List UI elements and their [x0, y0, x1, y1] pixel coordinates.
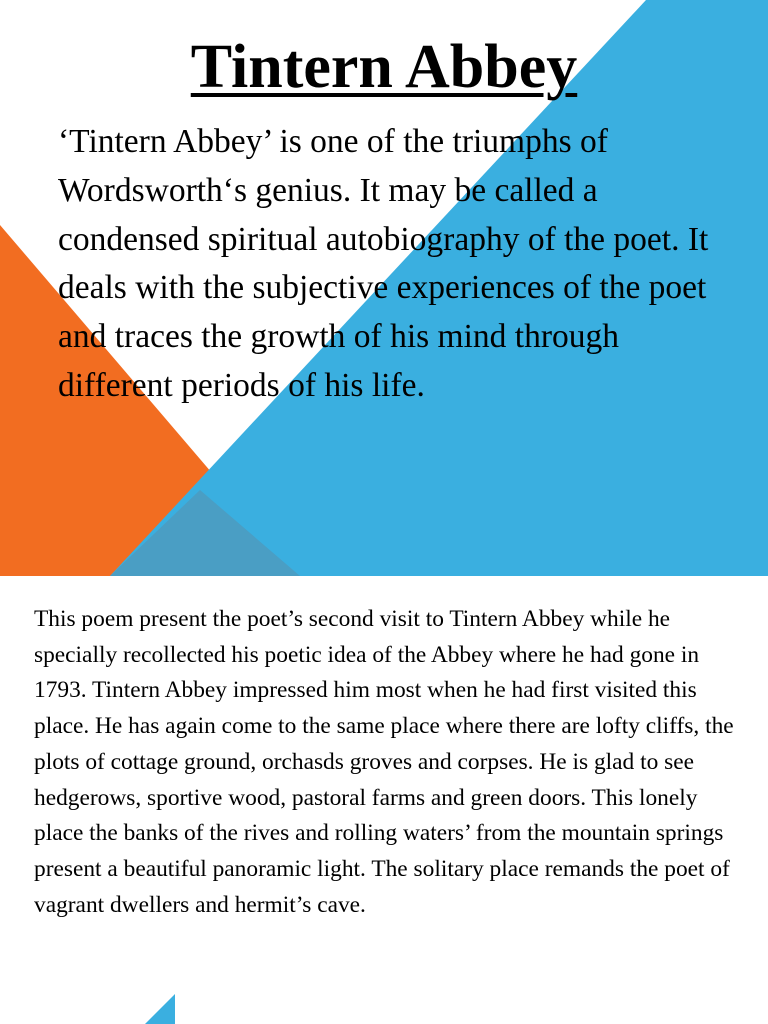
text-section [0, 576, 768, 1024]
poem-description-text: This poem present the poet’s second visit to Tintern Abbey while he specially recollected his poetic idea of the Abbey where he had gone in 1793. Tintern Abbey impressed him most when he had first visited this place. He has again come to the same place where there are lofty cliffs, the plots of cottage ground, orchasds groves and corpses. He is glad to see hedgerows, sportive wood, pastoral farms and green doors. This lonely place the banks of the rives and rolling waters’ from the mountain springs present a beautiful panoramic light. The solitary place remands the poet of vagrant dwellers and hermit’s cave. [34, 606, 734, 918]
slide-body-text: ‘Tintern Abbey’ is one of the triumphs of Wordsworth‘s genius. It may be called a condensed spiritual autobiography of the poet. It deals with the subjective experiences of the poet and traces the growth of his mind through different periods of his life. [58, 123, 709, 404]
slide-title: Tintern Abbey [190, 33, 578, 101]
